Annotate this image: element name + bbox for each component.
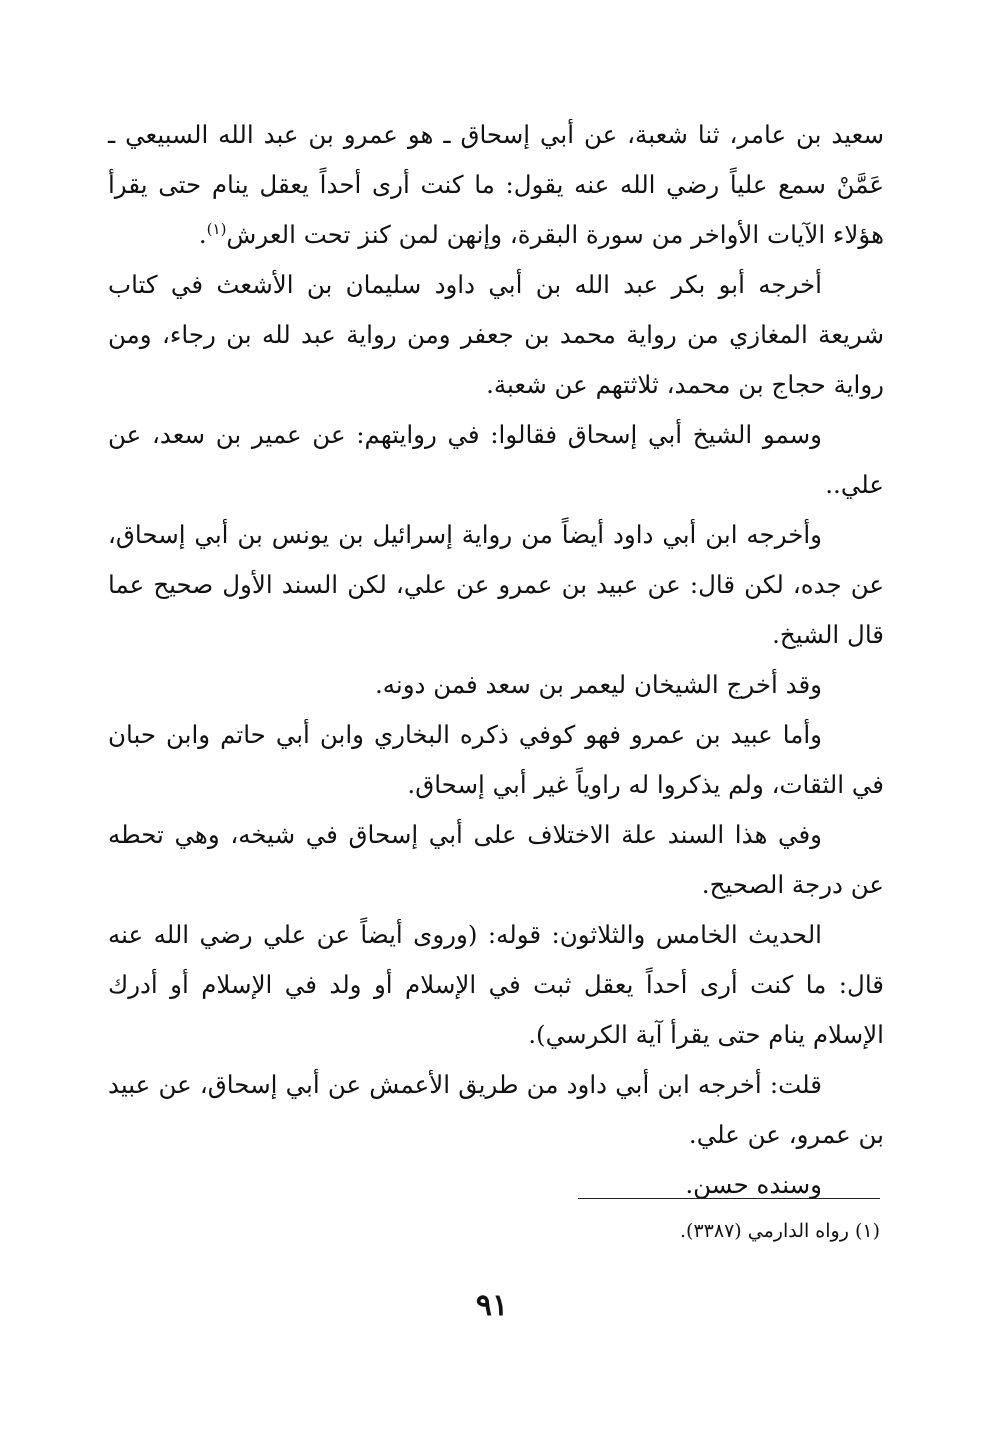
footnote-reference: (١)	[206, 219, 227, 238]
paragraph-8: الحديث الخامس والثلاثون: قوله: (وروى أيضاً عن علي رضي الله عنه قال: ما كنت أرى أحداً يعقل ثبت في الإسلام أو ولد في الإسلام أو أدرك الإسلام ينام حتى يقرأ آية الكرسي).	[108, 920, 884, 1049]
footnote	[680, 1214, 880, 1248]
paragraph-10: وسنده حسن.	[685, 1170, 822, 1199]
paragraph-2: أخرجه أبو بكر عبد الله بن أبي داود سليمان بن الأشعث في كتاب شريعة المغازي من رواية محمد بن جعفر ومن رواية عبد لله بن رجاء، ومن رواية حجاج بن محمد، ثلاثتهم عن شعبة.	[108, 270, 884, 399]
page-number: ٩١	[475, 1288, 509, 1323]
paragraph-7: وفي هذا السند علة الاختلاف على أبي إسحاق في شيخه، وهي تحطه عن درجة الصحيح.	[108, 820, 884, 899]
footnote-divider	[578, 1198, 880, 1199]
footnote-number: (١)	[854, 1220, 880, 1242]
paragraph-4: وأخرجه ابن أبي داود أيضاً من رواية إسرائيل بن يونس بن أبي إسحاق، عن جده، لكن قال: عن عبيد بن عمرو عن علي، لكن السند الأول صحيح عما قال الشيخ.	[108, 520, 884, 649]
footnote-text: رواه الدارمي (٣٣٨٧).	[680, 1220, 849, 1242]
paragraph-5: وقد أخرج الشيخان ليعمر بن سعد فمن دونه.	[374, 670, 822, 699]
paragraph-6: وأما عبيد بن عمرو فهو كوفي ذكره البخاري وابن أبي حاتم وابن حبان في الثقات، ولم يذكروا له راوياً غير أبي إسحاق.	[108, 720, 884, 799]
paragraph-9: قلت: أخرجه ابن أبي داود من طريق الأعمش عن أبي إسحاق، عن عبيد بن عمرو، عن علي.	[108, 1070, 884, 1149]
paragraph-1-text: سعيد بن عامر، ثنا شعبة، عن أبي إسحاق ـ هو عمرو بن عبد الله السبيعي ـ عَمَّنْ سمع علياً رضي الله عنه يقول: ما كنت أرى أحداً يعقل ينام حتى يقرأ هؤلاء الآيات الأواخر من سورة البقرة، وإنهن لمن كنز تحت العرش	[108, 120, 884, 249]
main-text	[108, 110, 884, 1210]
paragraph-3: وسمو الشيخ أبي إسحاق فقالوا: في روايتهم: عن عمير بن سعد، عن علي..	[108, 420, 884, 499]
paragraph-1	[108, 110, 884, 260]
paragraph-1-tail: .	[198, 220, 207, 249]
